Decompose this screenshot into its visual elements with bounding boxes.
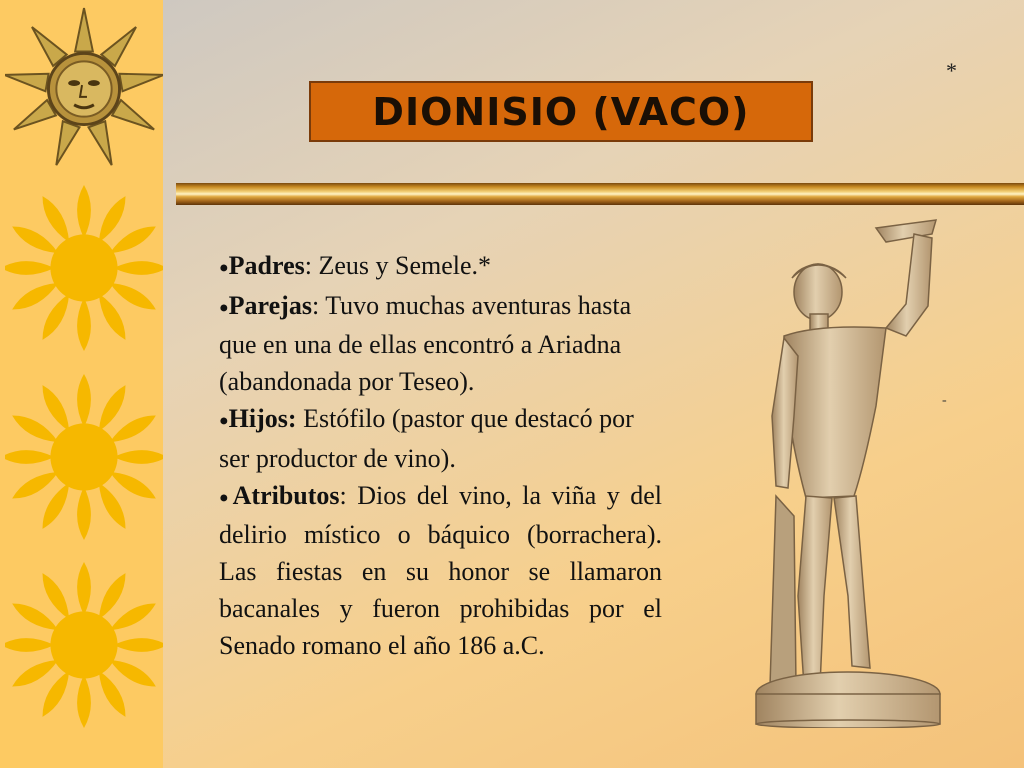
bullet-label: Atributos — [232, 480, 340, 510]
bullet-item-padres — [219, 247, 662, 287]
bullet-item-atributos — [219, 477, 662, 665]
sun-icon — [5, 183, 163, 353]
bullet-text: Zeus y Semele.* — [318, 251, 492, 280]
bullet-separator: : — [339, 480, 358, 510]
bullet-text: Estófilo (pastor que destacó por ser productor de vino). — [219, 404, 634, 473]
gold-divider-bar — [176, 183, 1024, 205]
bullet-separator: : — [304, 251, 319, 280]
corner-asterisk: * — [946, 58, 957, 83]
bullet-separator: : — [311, 290, 326, 320]
sun-icon — [5, 372, 163, 542]
bullet-text: Tuvo muchas aventuras hasta que en una de ellas encontró a Ariadna (abandonada por Teseo). — [219, 290, 632, 397]
bullet-label: Parejas — [228, 290, 312, 320]
bullet-list — [219, 247, 662, 664]
bullet-text: Dios del vino, la viña y del delirio místico o báquico (borrachera). Las fiestas en su honor se llamaron bacanales y fueron prohibidas por el Senado romano el año 186 a.C. — [219, 480, 662, 661]
bullet-icon: ● — [219, 489, 233, 507]
bullet-icon: ● — [219, 299, 229, 317]
decorative-sun-strip — [0, 0, 163, 768]
bullet-icon: ● — [219, 412, 229, 430]
side-dash-mark: - — [942, 393, 947, 408]
slide-title: DIONISIO (VACO) — [372, 89, 750, 134]
bullet-label: Padres — [228, 251, 305, 280]
bullet-item-parejas — [219, 287, 662, 401]
bullet-icon: ● — [219, 259, 229, 277]
sun-icon — [5, 560, 163, 730]
sun-face-icon — [5, 5, 163, 173]
dionysus-statue-image — [736, 216, 942, 728]
bullet-item-hijos — [219, 400, 662, 477]
bullet-label: Hijos: — [228, 404, 297, 434]
title-box — [309, 81, 813, 142]
